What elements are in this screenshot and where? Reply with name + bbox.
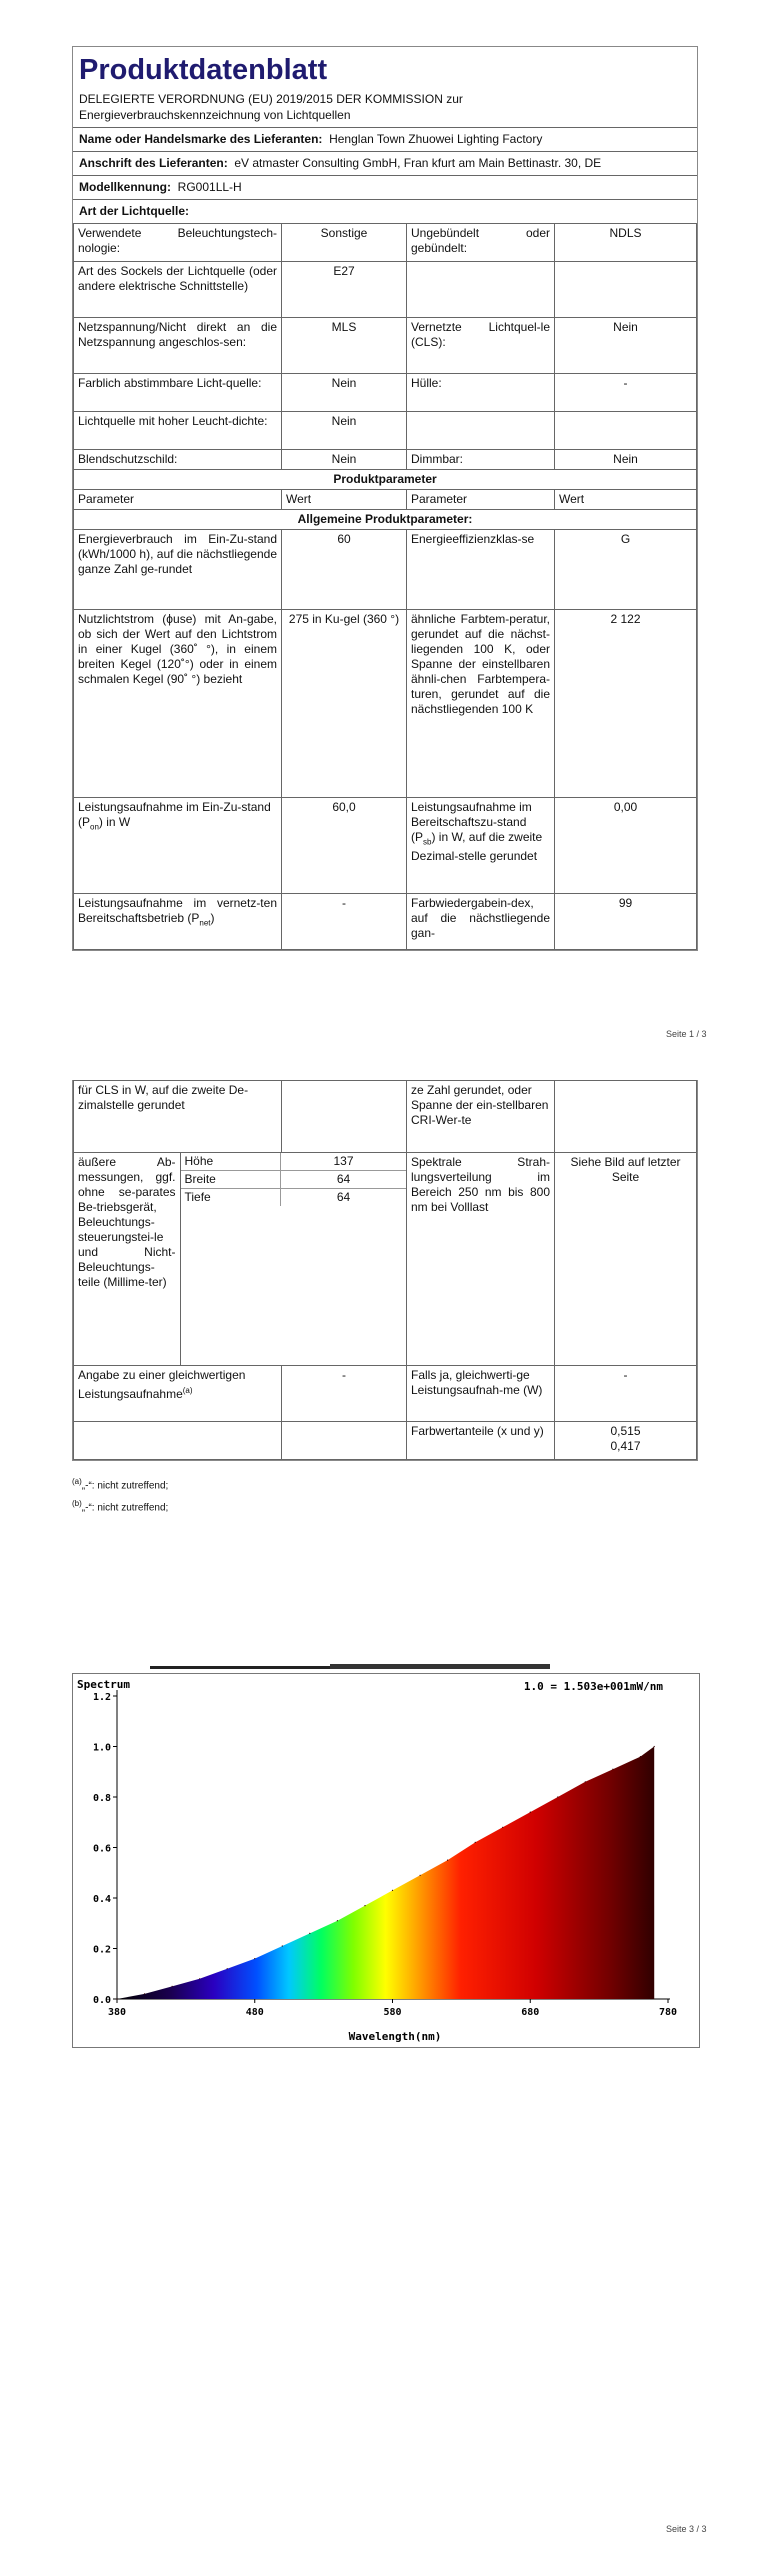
chart-title: Spectrum [77, 1678, 130, 1691]
table-row: Tiefe 64 [181, 1189, 407, 1207]
supplier-address-row [73, 152, 697, 176]
datasheet-page-2 [72, 1080, 698, 1461]
spectrum-point [612, 1769, 613, 1770]
spectrum-point [447, 1860, 448, 1861]
spectrum-point [502, 1827, 503, 1828]
product-params-table-continued [73, 1080, 697, 1460]
spectrum-point [530, 1812, 531, 1813]
plot-area [116, 1746, 654, 2000]
page-number-3: Seite 3 / 3 [666, 2524, 707, 2534]
table-row: Breite 64 [181, 1171, 407, 1189]
supplier-name-row [73, 128, 697, 152]
supplier-address-label: Anschrift des Lieferanten: [79, 156, 228, 170]
table-row: Blendschutzschild: Nein Dimmbar: Nein [74, 450, 697, 470]
y-tick-label: 0.2 [92, 1944, 111, 1956]
header-block [73, 47, 697, 128]
spectrum-point [475, 1842, 476, 1843]
footnote-b: $^{(b)}$„-“: nicht zutreffend; [72, 1499, 169, 1514]
spectrum-point [640, 1756, 641, 1757]
footnote-a: $^{(a)}$„-“: nicht zutreffend; [72, 1477, 169, 1492]
y-tick-label: 0.6 [92, 1843, 111, 1855]
table-row: Lichtquelle mit hoher Leucht-dichte: Nein [74, 412, 697, 450]
y-tick-label: 0.4 [92, 1894, 111, 1905]
x-tick-label: 480 [245, 2007, 264, 2018]
spectrum-point [282, 1945, 283, 1946]
table-row: Höhe 137 [181, 1153, 407, 1171]
chart-annotation: 1.0 = 1.503e+001mW/nm [523, 1680, 663, 1693]
spectrum-point [392, 1890, 393, 1891]
x-tick-label: 380 [107, 2007, 127, 2018]
page-number-1: Seite 1 / 3 [666, 1029, 707, 1039]
table-row: für CLS in W, auf die zweite De-zimalstelle gerundet ze Zahl gerundet, oder Spanne der ein-stellbaren CRI-Wer-te [74, 1081, 697, 1153]
table-row: Verwendete Beleuchtungstech-nologie: Sonstige Ungebündelt oder gebündelt: NDLS [74, 224, 697, 262]
table-row: Leistungsaufnahme im Ein-Zu-stand $(P_{on})$ in W 60,0 Leistungsaufnahme im Bereitschaftszu-stand $(P_{sb})$ in W, auf die zweite Dezimal-stelle gerundet 0,00 [74, 798, 697, 894]
spectrum-point [199, 1978, 200, 1979]
spectrum-point [309, 1933, 310, 1934]
spectrum-figure [72, 1673, 700, 2048]
regulation-line-2: Energieverbrauchskennzeichnung von Lichtquellen [79, 108, 351, 122]
spectrum-chart [73, 1674, 699, 2047]
y-tick-label: 0.0 [92, 1995, 111, 2006]
table-row: Angabe zu einer gleichwertigen Leistungsaufnahme$^{(a)}$ - Falls ja, gleichwerti-ge Leistungsaufnah-me (W) - [74, 1366, 697, 1422]
spectrum-point [364, 1905, 365, 1906]
table-row: Farbwertanteile (x und y) 0,515 0,417 [74, 1422, 697, 1460]
scan-artifact [330, 1664, 550, 1669]
y-tick-label: 1.0 [92, 1742, 111, 1754]
light-source-type-heading: Art der Lichtquelle: [79, 204, 190, 218]
table-row: äußere Ab-messungen, ggf. ohne se-parates Be-triebsgerät, Beleuchtungs-steuerungstei-le und Nicht-Beleuchtungs-teile (Millime-ter) Höhe 137 Breite 64 Tiefe 64 Spektrale Strah-lungsverteilung im Bereich 250 nm bis 800 nm bei Volllast Siehe Bild auf letzter Seite [74, 1153, 697, 1366]
model-row [73, 176, 697, 200]
section-header-general: Allgemeine Produktparameter: [74, 510, 697, 530]
x-tick-label: 780 [658, 2007, 678, 2018]
column-headers: Parameter Wert Parameter Wert [74, 490, 697, 510]
model-label: Modellkennung: [79, 180, 171, 194]
spectrum-area [117, 1747, 654, 2000]
spectrum-point [227, 1968, 228, 1969]
y-tick-label: 1.2 [92, 1692, 111, 1703]
page-title: Produktdatenblatt [79, 54, 328, 86]
x-axis-label: Wavelength(nm) [348, 2030, 442, 2043]
supplier-name-value: Henglan Town Zhuowei Lighting Factory [329, 132, 543, 146]
spectrum-point [254, 1958, 255, 1959]
dimensions-table [181, 1153, 407, 1206]
spectrum-point [337, 1920, 338, 1921]
spectrum-point [585, 1781, 586, 1782]
spectrum-point [116, 1998, 117, 1999]
model-value: RG001LL-H [177, 180, 242, 194]
light-source-type-table [73, 223, 697, 950]
spectrum-point [144, 1993, 145, 1994]
spectrum-point [172, 1986, 173, 1987]
spectrum-point [654, 1746, 655, 1747]
table-row: Leistungsaufnahme im vernetz-ten Bereitschaftsbetrieb $(P_{net})$ - Farbwiedergabein-dex, auf die nächstliegende gan- 99 [74, 894, 697, 950]
section-header-product-params: Produktparameter [74, 470, 697, 490]
table-row: Farblich abstimmbare Licht-quelle: Nein Hülle: - [74, 374, 697, 412]
table-row: Energieverbrauch im Ein-Zu-stand (kWh/1000 h), auf die nächstliegende ganze Zahl ge-rundet 60 Energieeffizienzklas-se G [74, 530, 697, 610]
x-tick-label: 680 [521, 2007, 540, 2018]
x-tick-label: 580 [383, 2007, 402, 2018]
y-tick-label: 0.8 [92, 1793, 111, 1804]
supplier-address-value: eV atmaster Consulting GmbH, Fran kfurt am Main Bettinastr. 30, DE [234, 156, 602, 170]
spectrum-point [557, 1796, 558, 1797]
table-row: Nutzlichtstrom (ϕuse) mit An-gabe, ob sich der Wert auf den Lichtstrom in einer Kugel (360˚ °), in einem breiten Kegel (120˚°) oder in einem schmalen Kegel (90˚ °) bezieht 275 in Ku-gel (360 °) ähnliche Farbtem-peratur, gerundet auf die nächst-liegenden 100 K, oder Spanne der einstellbaren ähnli-chen Farbtempera-turen, gerundet auf die nächstliegenden 100 K 2 122 [74, 610, 697, 798]
spectrum-point [420, 1875, 421, 1876]
table-row: Art des Sockels der Lichtquelle (oder andere elektrische Schnittstelle) E27 [74, 262, 697, 318]
dimensions-label: äußere Ab-messungen, ggf. ohne se-parates Be-triebsgerät, Beleuchtungs-steuerungstei-le und Nicht-Beleuchtungs-teile (Millime-ter) [74, 1153, 180, 1365]
regulation-line-1: DELEGIERTE VERORDNUNG (EU) 2019/2015 DER KOMMISSION zur [79, 92, 463, 106]
datasheet-page-1 [72, 46, 698, 951]
table-row: Netzspannung/Nicht direkt an die Netzspannung angeschlos-sen: MLS Vernetzte Lichtquel-le (CLS): Nein [74, 318, 697, 374]
supplier-name-label: Name oder Handelsmarke des Lieferanten: [79, 132, 323, 146]
